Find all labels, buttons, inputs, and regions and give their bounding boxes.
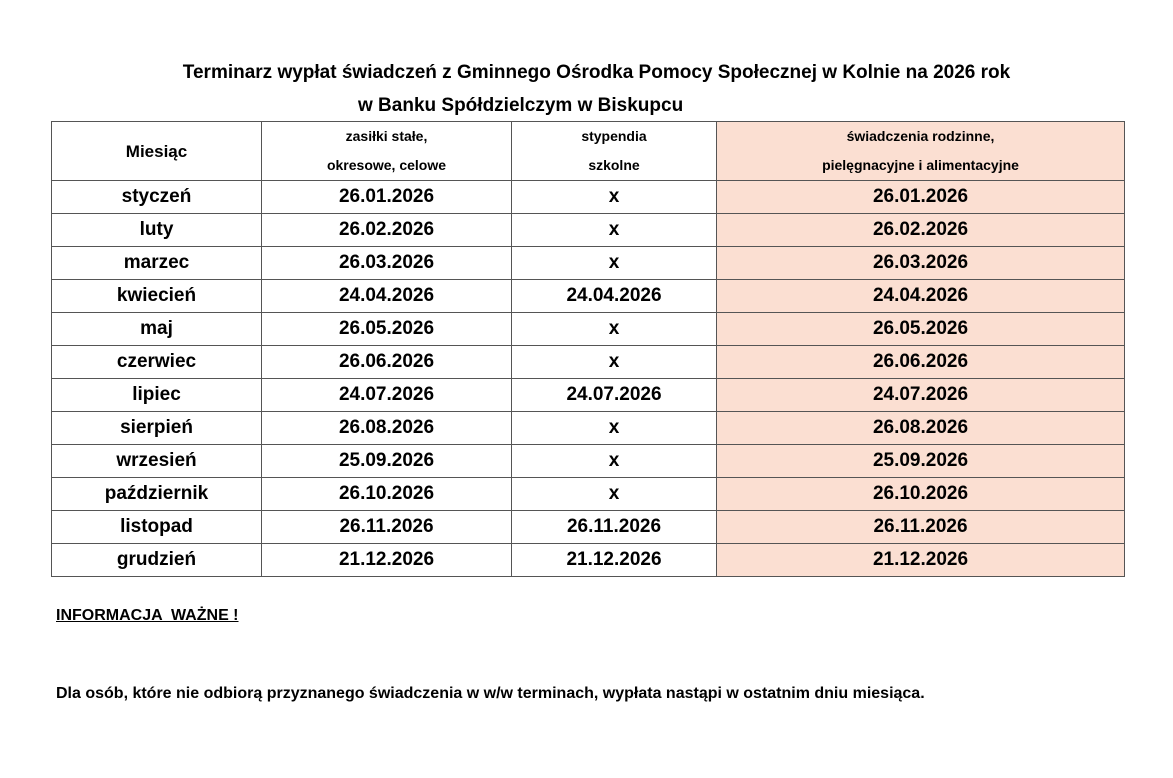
stypendia-date-cell: x (512, 478, 717, 511)
table-header-row (52, 122, 1125, 181)
header-stypendia (512, 122, 717, 181)
swiadczenia-date-cell: 25.09.2026 (717, 445, 1125, 478)
table-row (52, 214, 1125, 247)
swiadczenia-date-cell: 26.11.2026 (717, 511, 1125, 544)
header-swiadczenia (717, 122, 1125, 181)
stypendia-date-cell: 21.12.2026 (512, 544, 717, 577)
info-text: Dla osób, które nie odbiorą przyznanego świadczenia w w/w terminach, wypłata nastąpi w ostatnim dniu miesiąca. (56, 685, 925, 702)
page-title-line1: Terminarz wypłat świadczeń z Gminnego Ośrodka Pomocy Społecznej w Kolnie na 2026 rok (182, 62, 1011, 83)
zasilki-date-cell: 26.05.2026 (262, 313, 512, 346)
zasilki-date-cell: 26.03.2026 (262, 247, 512, 280)
table-row (52, 511, 1125, 544)
month-cell: lipiec (52, 379, 262, 412)
table-row (52, 313, 1125, 346)
swiadczenia-date-cell: 26.06.2026 (717, 346, 1125, 379)
month-cell: sierpień (52, 412, 262, 445)
month-cell: maj (52, 313, 262, 346)
table-row (52, 412, 1125, 445)
zasilki-date-cell: 26.10.2026 (262, 478, 512, 511)
stypendia-date-cell: x (512, 412, 717, 445)
month-cell: czerwiec (52, 346, 262, 379)
swiadczenia-date-cell: 26.03.2026 (717, 247, 1125, 280)
zasilki-date-cell: 21.12.2026 (262, 544, 512, 577)
header-zasilki (262, 122, 512, 181)
month-cell: luty (52, 214, 262, 247)
header-swiadczenia-line2: pielęgnacyjne i alimentacyjne (822, 157, 1019, 173)
zasilki-date-cell: 26.06.2026 (262, 346, 512, 379)
table-row (52, 181, 1125, 214)
zasilki-date-cell: 24.04.2026 (262, 280, 512, 313)
month-cell: wrzesień (52, 445, 262, 478)
month-cell: grudzień (52, 544, 262, 577)
header-stypendia-line1: stypendia (581, 128, 647, 144)
month-cell: styczeń (52, 181, 262, 214)
stypendia-date-cell: x (512, 445, 717, 478)
zasilki-date-cell: 26.01.2026 (262, 181, 512, 214)
payment-schedule-table (51, 121, 1125, 577)
header-zasilki-line2: okresowe, celowe (326, 157, 447, 173)
zasilki-date-cell: 26.02.2026 (262, 214, 512, 247)
swiadczenia-date-cell: 26.10.2026 (717, 478, 1125, 511)
table-row (52, 478, 1125, 511)
stypendia-date-cell: 24.04.2026 (512, 280, 717, 313)
zasilki-date-cell: 25.09.2026 (262, 445, 512, 478)
table-row (52, 247, 1125, 280)
swiadczenia-date-cell: 24.04.2026 (717, 280, 1125, 313)
stypendia-date-cell: x (512, 346, 717, 379)
table-row (52, 346, 1125, 379)
page-title-line2: w Banku Spółdzielczym w Biskupcu (358, 95, 684, 116)
stypendia-date-cell: x (512, 313, 717, 346)
stypendia-date-cell: x (512, 181, 717, 214)
table-row (52, 280, 1125, 313)
zasilki-date-cell: 24.07.2026 (262, 379, 512, 412)
header-month: Miesiąc (52, 122, 262, 181)
table-row (52, 379, 1125, 412)
swiadczenia-date-cell: 26.02.2026 (717, 214, 1125, 247)
month-cell: listopad (52, 511, 262, 544)
stypendia-date-cell: 26.11.2026 (512, 511, 717, 544)
info-heading: INFORMACJA WAŻNE ! (56, 607, 239, 624)
stypendia-date-cell: x (512, 214, 717, 247)
header-zasilki-line1: zasiłki stałe, (345, 128, 428, 144)
stypendia-date-cell: x (512, 247, 717, 280)
swiadczenia-date-cell: 26.01.2026 (717, 181, 1125, 214)
swiadczenia-date-cell: 21.12.2026 (717, 544, 1125, 577)
month-cell: marzec (52, 247, 262, 280)
table-row (52, 445, 1125, 478)
swiadczenia-date-cell: 26.05.2026 (717, 313, 1125, 346)
zasilki-date-cell: 26.08.2026 (262, 412, 512, 445)
swiadczenia-date-cell: 26.08.2026 (717, 412, 1125, 445)
header-stypendia-line2: szkolne (588, 157, 640, 173)
swiadczenia-date-cell: 24.07.2026 (717, 379, 1125, 412)
zasilki-date-cell: 26.11.2026 (262, 511, 512, 544)
stypendia-date-cell: 24.07.2026 (512, 379, 717, 412)
month-cell: kwiecień (52, 280, 262, 313)
table-row (52, 544, 1125, 577)
header-swiadczenia-line1: świadczenia rodzinne, (846, 128, 995, 144)
month-cell: październik (52, 478, 262, 511)
